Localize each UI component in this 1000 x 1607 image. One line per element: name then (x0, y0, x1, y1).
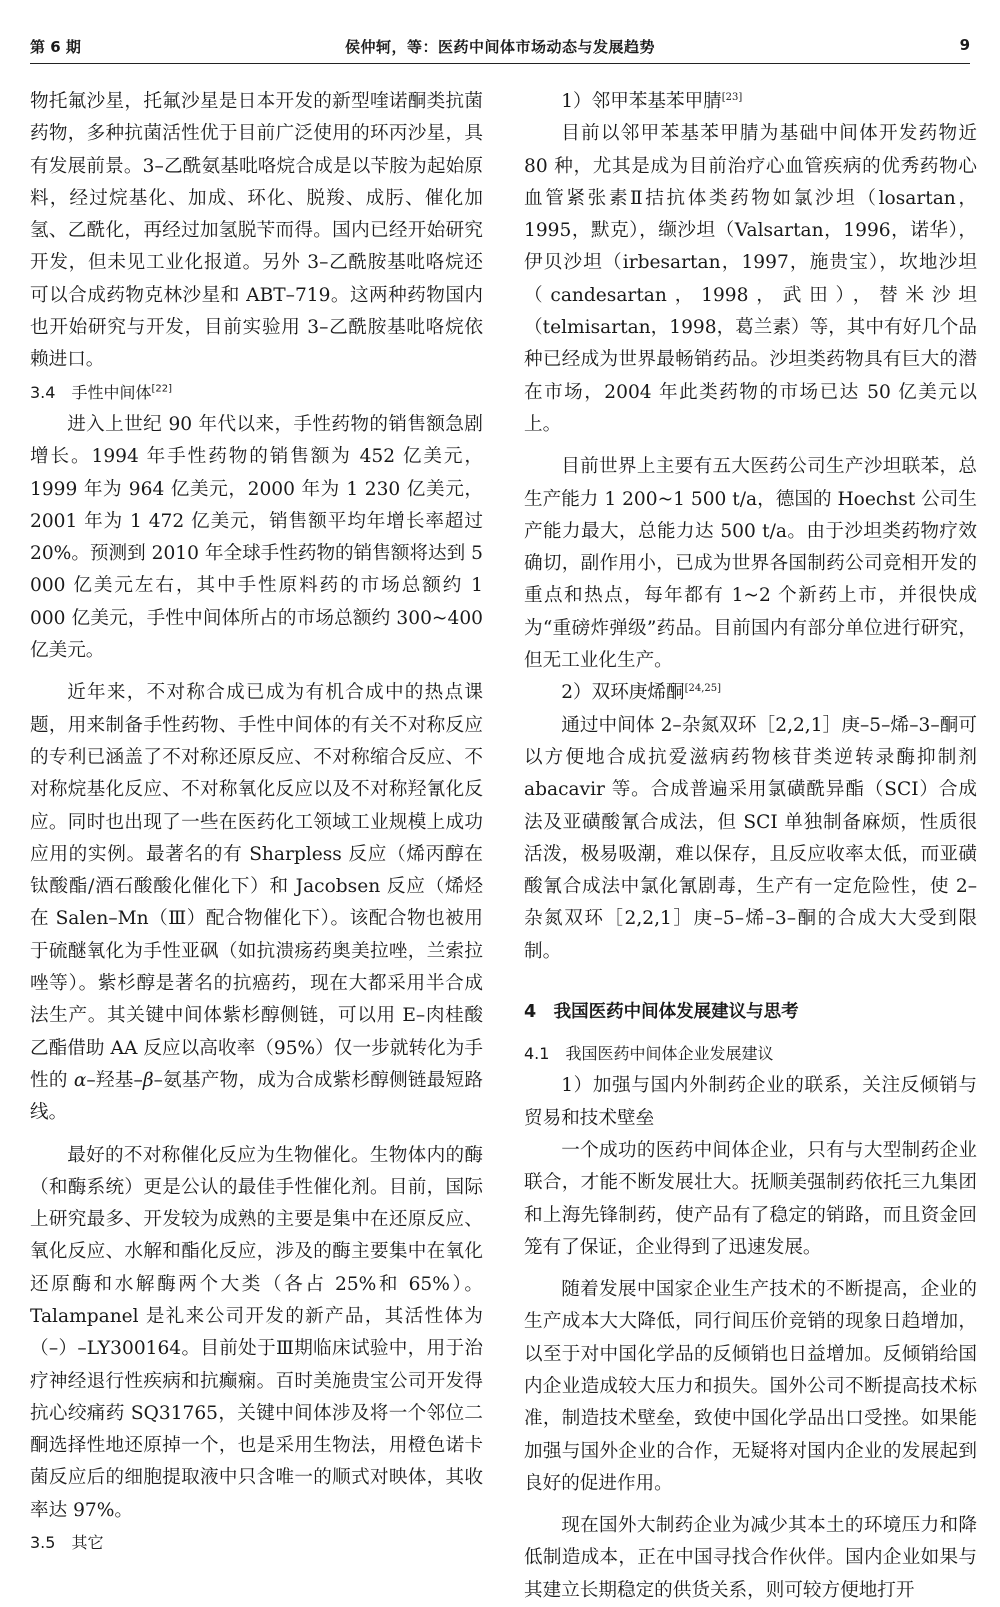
paragraph: 通过中间体 2–杂氮双环［2,2,1］庚–5–烯–3–酮可以方便地合成抗爱滋病药物核苷类逆转录酶抑制剂 abacavir 等。合成普遍采用氯磺酰异酯（SCI）合成法及亚磺酸氰合成法，但 SCI 单独制备麻烦，性质很活泼，极易吸潮，难以保存，且反应收率太低，而亚磺酸氰合成法中氯化氰剧毒，生产有一定危险性，使 2–杂氮双环［2,2,1］庚–5–烯–3–酮的合成大大受到限制。 (524, 714, 977, 962)
paragraph: 一个成功的医药中间体企业，只有与大型制药企业联合，才能不断发展壮大。抚顺美强制药依托三九集团和上海先锋制药，使产品有了稳定的销路，而且资金回笼有了保证，企业得到了迅速发展。 (524, 1139, 977, 1258)
section-heading-4-1: 4.1 我国医药中间体企业发展建议 (524, 1044, 774, 1064)
paragraph: 现在国外大制药企业为减少其本土的环境压力和降低制造成本，正在中国寻找合作伙伴。国内企业如果与其建立长期稳定的供货关系，则可较方便地打开 (524, 1515, 977, 1601)
paragraph: 物托氟沙星，托氟沙星是日本开发的新型喹诺酮类抗菌药物，多种抗菌活性优于目前广泛使用的环丙沙星，具有发展前景。3–乙酰氨基吡咯烷合成是以苄胺为起始原料，经过烷基化、加成、环化、脱羧、成肟、催化加氢、乙酰化，再经过加氢脱苄而得。国内已经开始研究开发，但未见工业化报道。另外 3–乙酰胺基吡咯烷还可以合成药物克林沙星和 ABT–719。这两种药物国内也开始研究与开发，目前实验用 3–乙酰胺基吡咯烷依赖进口。 (30, 91, 483, 371)
paragraph: 进入上世纪 90 年代以来，手性药物的销售额急剧增长。1994 年手性药物的销售额为 452 亿美元，1999 年为 964 亿美元，2000 年为 1 230 亿美元，2001 年为 1 472 亿美元，销售额平均年增长率超过 20%。预测到 2010 年全球手性药物的销售额将达到 5 000 亿美元左右，其中手性原料药的市场总额约 1 000 亿美元，手性中间体所占的市场总额约 300~400 亿美元。 (30, 413, 483, 662)
header-rule (30, 63, 970, 64)
item-title: 2）双环庚烯酮 (561, 682, 685, 704)
list-item-heading (524, 86, 977, 118)
item-title: 1）邻甲苯基苯甲腈 (561, 91, 722, 112)
citation-ref: [23] (721, 91, 743, 103)
right-column (524, 86, 977, 1607)
running-title: 侯仲轲，等：医药中间体市场动态与发展趋势 (344, 38, 655, 56)
paragraph: 目前世界上主要有五大医药公司生产沙坦联苯，总生产能力 1 200~1 500 t/a，德国的 Hoechst 公司生产能力最大，总能力达 500 t/a。由于沙坦类药物疗效确切，副作用小，已成为世界各国制药公司竞相开发的重点和热点，每年都有 1~2 个新药上市，并很快成为“重磅炸弹级”药品。目前国内有部分单位进行研究，但无工业化生产。 (524, 456, 977, 672)
alpha-symbol: α (73, 1069, 87, 1091)
list-item: 1）加强与国内外制药企业的联系，关注反倾销与贸易和技术壁垒 (524, 1075, 977, 1129)
list-item-heading (524, 677, 977, 709)
running-header (30, 36, 970, 58)
section-title: 3.4 手性中间体 (30, 382, 152, 402)
paragraph: 随着发展中国家企业生产技术的不断提高，企业的生产成本大大降低，同行间压价竞销的现象日趋增加，以至于对中国化学品的反倾销也日益增加。反倾销给国内企业造成较大压力和损失。国外公司不断提高技术标准，制造技术壁垒，致使中国化学品出口受挫。如果能加强与国外企业的合作，无疑将对国内企业的发展起到良好的促进作用。 (524, 1279, 977, 1494)
text-run: 近年来，不对称合成已成为有机合成中的热点课题，用来制备手性药物、手性中间体的有关不对称反应的专利已涵盖了不对称还原反应、不对称缩合反应、不对称烷基化反应、不对称氧化反应以及不对称羟氰化反应。同时也出现了一些在医药化工领域工业规模上成功应用的实例。最著名的有 Sharpless 反应（烯丙醇在钛酸酯/酒石酸酸化催化下）和 Jacobsen 反应（烯烃在 Salen–Mn（Ⅲ）配合物催化下）。该配合物也被用于硫醚氧化为手性亚砜（如抗溃疡药奥美拉唑，兰索拉唑等）。紫杉醇是著名的抗癌药，现在大都采用半合成法生产。其关键中间体紫杉醇侧链，可以用 E–肉桂酸乙酯借助 AA 反应以高收率（95%）仅一步就转化为手性的 (30, 682, 483, 1091)
page-number: 9 (959, 36, 970, 54)
left-column (30, 86, 483, 1559)
beta-symbol: β (142, 1069, 154, 1091)
paragraph: 目前以邻甲苯基苯甲腈为基础中间体开发药物近 80 种，尤其是成为目前治疗心血管疾病的优秀药物心血管紧张素Ⅱ拮抗体类药物如氯沙坦（losartan，1995，默克），缬沙坦（Valsartan，1996，诺华），伊贝沙坦（irbesartan，1997，施贵宝），坎地沙坦（candesartan，1998，武田），替米沙坦（telmisartan，1998，葛兰素）等，其中有好几个品种已经成为世界最畅销药品。沙坦类药物具有巨大的潜在市场，2004 年此类药物的市场已达 50 亿美元以上。 (524, 123, 977, 435)
citation-ref: [22] (151, 383, 172, 395)
section-heading-3-4 (30, 377, 483, 409)
section-heading-3-5: 3.5 其它 (30, 1533, 104, 1553)
paragraph: 最好的不对称催化反应为生物催化。生物体内的酶（和酶系统）更是公认的最佳手性催化剂。目前，国际上研究最多、开发较为成熟的主要是集中在还原反应、氧化反应、水解和酯化反应，涉及的酶主要集中在氧化还原酶和水解酶两个大类（各占 25%和 65%）。Talampanel 是礼来公司开发的新产品，其活性体为（–）–LY300164。目前处于Ⅲ期临床试验中，用于治疗神经退行性疾病和抗癫痫。百时美施贵宝公司开发得抗心绞痛药 SQ31765，关键中间体涉及将一个邻位二酮选择性地还原掉一个，也是采用生物法，用橙色诺卡菌反应后的细胞提取液中只含唯一的顺式对映体，其收率达 97%。 (30, 1144, 483, 1521)
citation-ref: [24,25] (684, 683, 722, 695)
paragraph (30, 677, 483, 1129)
section-heading-4: 4 我国医药中间体发展建议与思考 (524, 1002, 799, 1023)
text-run: –羟基– (86, 1069, 143, 1091)
issue-number: 第 6 期 (30, 38, 81, 56)
text-run: –氨基产物，成为合成紫杉醇侧链最短路线。 (30, 1069, 483, 1124)
